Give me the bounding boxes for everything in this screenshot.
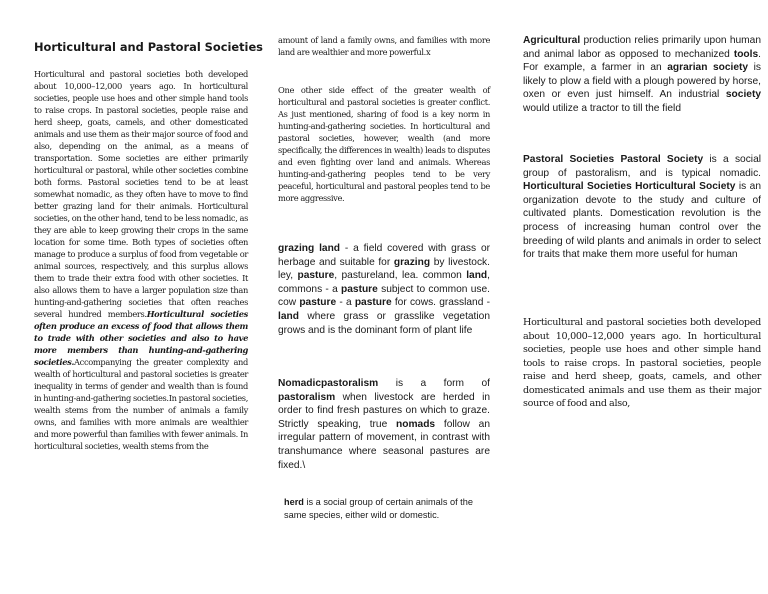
societies-definitions: Pastoral Societies Pastoral Society is a social group of pastoralism, and is typical nomadic. Horticultural Societies Horticultural Society is an organization devote to the study and culture of cultivated plants. Domestication revolution is the process of increasing human control over the breeding of wild plants and animals in order to select for traits that make them more useful for human xyxy=(523,154,761,261)
intro-paragraph: Horticultural and pastoral societies both developed about 10,000–12,000 years ago. In horticultural societies, people use hoes and other simple hand tools to raise crops. In pastoral societies, people raise and herd sheep, goats, camels, and other domesticated animals and use them as their major source of food and also, depending on the animal, as a means of transportation. Some societies are either primarily horticultural or pastoral, while other societies combine both forms. Pastoral societies tend to be at least somewhat nomadic, as they often have to move to find better grazing land for their animals. Horticultural societies, on the other hand, tend to be less nomadic, as they are able to keep growing their crops in the same location for some time. Both types of societies often manage to produce a surplus of food from vegetable or animal sources, respectively, and this surplus allows them to trade their extra food with other societies. It also allows them to have a larger population size than hunting-and-gathering societies that often reaches several hundred members.Horticultural societies often produce an excess of food that allows them to trade with other societies and also to have more members than hunting-and-gathering societies.Accompanying the greater complexity and wealth of horticultural and pastoral societies is greater inequality in terms of gender and wealth than is found in hunting-and-gathering societies.In pastoral societies, wealth stems from the number of animals a family owns, and families with more animals are wealthier and more powerful than families with fewer animals. In horticultural societies, wealth stems from the xyxy=(34,69,248,451)
herd-definition: herd is a social group of certain animals of the same species, either wild or domestic. xyxy=(284,497,473,520)
nomadic-pastoralism-definition: Nomadicpastoralism is a form of pastoralism when livestock are herded in order to find fresh pastures on which to graze. Strictly speaking, true nomads follow an irregular pattern of movement, in contrast with transhumance where seasonal pastures are fixed.\ xyxy=(278,378,491,471)
repeated-intro-paragraph: Horticultural and pastoral societies both developed about 10,000–12,000 years ago. In horticultural societies, people use hoes and other simple hand tools to raise crops. In pastoral societies, people raise and herd sheep, goats, camels, and other domesticated animals and use them as their major source of food and also, xyxy=(523,317,761,409)
grazing-land-definition: grazing land - a field covered with grass or herbage and suitable for grazing by livestock. ley, pasture, pastureland, lea. common land, commons - a pasture subject to common use. cow pasture - a pasture for cows. grassland - land where grass or grasslike vegetation grows and is the dominant form of plant life xyxy=(278,243,491,336)
page-title: Horticultural and Pastoral Societies xyxy=(34,40,263,54)
agricultural-paragraph: Agricultural production relies primarily upon human and animal labor as opposed to mechanized tools. For example, a farmer in an agrarian society is likely to plow a field with a plough powered by horse, oxen or even just himself. An industrial society would utilize a tractor to till the field xyxy=(523,35,761,114)
emphasized-sentence: Horticultural societies often produce an excess of food that allows them to trade with other societies and also to have more members than hunting-and-gathering societies. xyxy=(34,309,248,367)
land-ownership-paragraph: amount of land a family owns, and families with more land are wealthier and more powerful.x xyxy=(278,35,490,57)
conflict-paragraph: One other side effect of the greater wealth of horticultural and pastoral societies is greater conflict. As just mentioned, sharing of food is a key norm in hunting-and-gathering societies. In horticultural and pastoral societies, however, wealth (and more specifically, the differences in wealth) leads to disputes and even fighting over land and animals. Whereas hunting-and-gathering peoples tend to be very peaceful, horticultural and pastoral peoples tend to be more aggressive. xyxy=(278,85,490,203)
